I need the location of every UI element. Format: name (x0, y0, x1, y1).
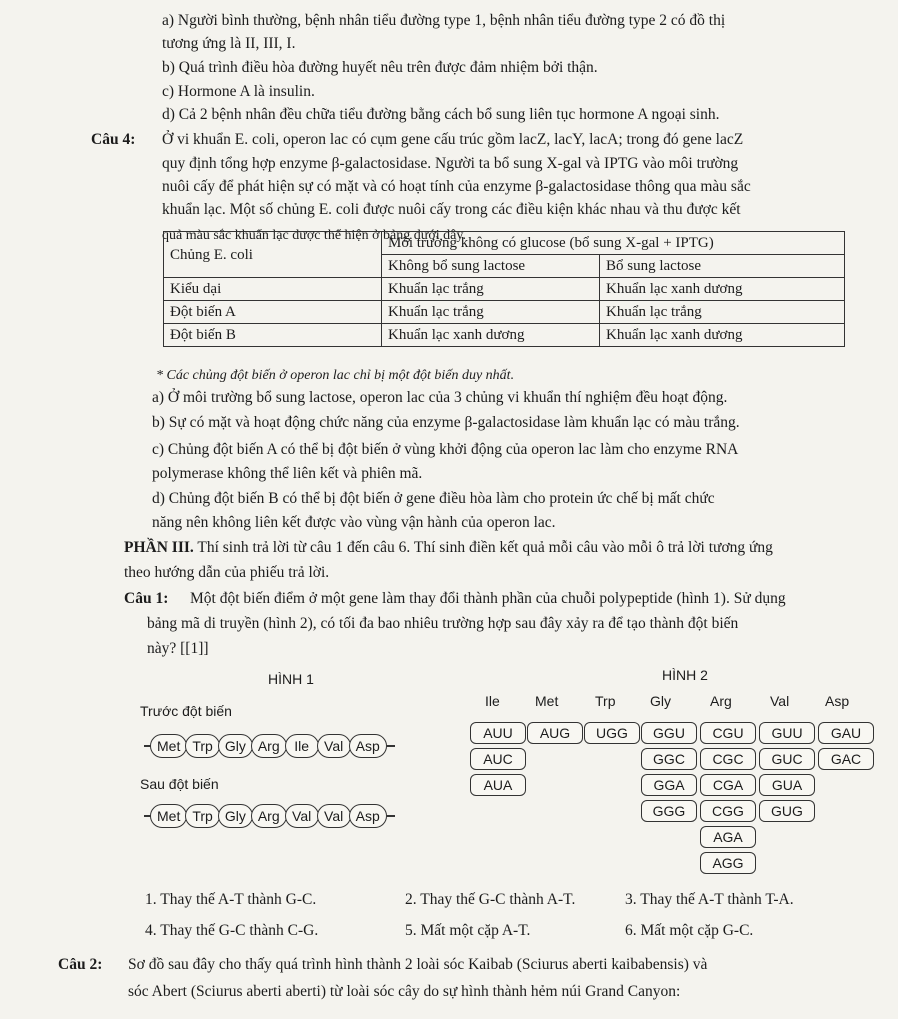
statement-4d-line1: d) Chủng đột biến B có thể bị đột biến ở gene điều hòa làm cho protein ức chế bị mất chức (152, 490, 715, 507)
amino-bead: Val (317, 804, 351, 828)
amino-bead: Val (317, 734, 351, 758)
codon-box: GUU (759, 722, 815, 744)
option-6: 6. Mất một cặp G-C. (625, 922, 754, 939)
cell-no-lactose: Khuẩn lạc trắng (382, 301, 600, 324)
cell-lactose: Khuẩn lạc trắng (600, 301, 845, 324)
amino-bead: Trp (185, 734, 219, 758)
amino-acid-label: Arg (710, 693, 732, 709)
cell-strain: Đột biến A (164, 301, 382, 324)
amino-acid-label: Met (535, 693, 559, 709)
codon-box: GUC (759, 748, 815, 770)
question-4-line1: Ở vi khuẩn E. coli, operon lac có cụm gene cấu trúc gồm lacZ, lacY, lacA; trong đó gene lacZ (162, 131, 744, 148)
after-mutation-label: Sau đột biến (140, 776, 219, 792)
chain-before (144, 733, 395, 759)
amino-bead: Arg (251, 804, 287, 828)
codon-box: GGG (641, 800, 697, 822)
option-4: 4. Thay thế G-C thành C-G. (145, 922, 319, 939)
amino-acid-label: Asp (825, 693, 850, 709)
header-environment: Môi trường không có glucose (bổ sung X-gal + IPTG) (382, 232, 845, 255)
cell-no-lactose: Khuẩn lạc trắng (382, 278, 600, 301)
table-note: * Các chủng đột biến ở operon lac chỉ bị một đột biến duy nhất. (156, 368, 515, 383)
cell-no-lactose: Khuẩn lạc xanh dương (382, 324, 600, 347)
figure1-title: HÌNH 1 (268, 671, 314, 687)
cell-strain: Kiểu dại (164, 278, 382, 301)
amino-acid-label: Ile (485, 693, 500, 709)
question-4-label: Câu 4: (91, 131, 136, 148)
question-2-line2: sóc Abert (Sciurus aberti aberti) từ loài sóc cây do sự hình thành hẻm núi Grand Canyon: (128, 983, 681, 1000)
codon-box: CGG (700, 800, 756, 822)
codon-box: AUU (470, 722, 526, 744)
codon-box: AUC (470, 748, 526, 770)
option-2: 2. Thay thế G-C thành A-T. (405, 891, 576, 908)
amino-bead: Val (285, 804, 319, 828)
option-1: 1. Thay thế A-T thành G-C. (145, 891, 317, 908)
statement-d: d) Cả 2 bệnh nhân đều chữa tiểu đường bằng cách bổ sung liên tục hormone A ngoại sinh. (162, 106, 720, 123)
amino-bead: Asp (349, 734, 387, 758)
statement-4b: b) Sự có mặt và hoạt động chức năng của enzyme β-galactosidase làm khuẩn lạc có màu trắng. (152, 414, 740, 431)
codon-box: AGA (700, 826, 756, 848)
codon-box: CGU (700, 722, 756, 744)
statement-4a: a) Ở môi trường bổ sung lactose, operon lac của 3 chủng vi khuẩn thí nghiệm đều hoạt động. (152, 389, 728, 406)
question-4-line5: quả màu sắc khuẩn lạc được thể hiện ở bảng dưới đây. (162, 228, 466, 243)
statement-4c-line1: c) Chủng đột biến A có thể bị đột biến ở vùng khởi động của operon lac làm cho enzyme RNA (152, 441, 739, 458)
question-4-line2: quy định tổng hợp enzyme β-galactosidase. Người ta bổ sung X-gal và IPTG vào môi trường (162, 155, 739, 172)
codon-box: AUG (527, 722, 583, 744)
codon-box: GGC (641, 748, 697, 770)
question-2-label: Câu 2: (58, 956, 103, 973)
amino-bead: Met (150, 734, 187, 758)
amino-bead: Gly (218, 804, 253, 828)
table-row (164, 278, 845, 301)
codon-box: CGA (700, 774, 756, 796)
codon-box: CGC (700, 748, 756, 770)
table-row (164, 324, 845, 347)
question-4-line3: nuôi cấy để phát hiện sự có mặt và có hoạt tính của enzyme β-galactosidase thông qua màu sắc (162, 178, 751, 195)
statement-b: b) Quá trình điều hòa đường huyết nêu trên được đảm nhiệm bởi thận. (162, 59, 598, 76)
codon-box: AUA (470, 774, 526, 796)
part3-text: Thí sinh trả lời từ câu 1 đến câu 6. Thí sinh điền kết quả mỗi câu vào mỗi ô trả lời tương ứng (197, 539, 773, 556)
chain-after (144, 803, 395, 829)
codon-box: GGA (641, 774, 697, 796)
part3-heading: PHẦN III. (124, 539, 194, 556)
statement-a-line1: a) Người bình thường, bệnh nhân tiểu đường type 1, bệnh nhân tiểu đường type 2 có đồ thị (162, 12, 726, 29)
statement-4d-line2: năng nên không liên kết được vào vùng vận hành của operon lac. (152, 514, 556, 531)
amino-acid-label: Val (770, 693, 790, 709)
question-4-line4: khuẩn lạc. Một số chủng E. coli được nuôi cấy trong các điều kiện khác nhau và thu được kết (162, 201, 741, 218)
table-row (164, 301, 845, 324)
option-5: 5. Mất một cặp A-T. (405, 922, 531, 939)
before-mutation-label: Trước đột biến (140, 703, 232, 719)
header-lactose: Bổ sung lactose (600, 255, 845, 278)
part3-line1 (124, 538, 773, 558)
amino-acid-label: Trp (595, 693, 616, 709)
amino-bead: Met (150, 804, 187, 828)
amino-bead: Asp (349, 804, 387, 828)
amino-bead: Arg (251, 734, 287, 758)
amino-bead: Trp (185, 804, 219, 828)
amino-acid-label: Gly (650, 693, 671, 709)
amino-bead: Ile (285, 734, 319, 758)
cell-lactose: Khuẩn lạc xanh dương (600, 324, 845, 347)
codon-box: GUG (759, 800, 815, 822)
statement-c: c) Hormone A là insulin. (162, 83, 315, 100)
question-1-label: Câu 1: (124, 590, 169, 607)
question-1-line2: bảng mã di truyền (hình 2), có tối đa bao nhiêu trường hợp sau đây xảy ra để tạo thành đột biến (147, 615, 739, 632)
statement-4c-line2: polymerase không thể liên kết và phiên mã. (152, 465, 423, 482)
question-1-line1: Một đột biến điểm ở một gene làm thay đổi thành phần của chuỗi polypeptide (hình 1). Sử dụng (190, 590, 786, 607)
codon-box: GUA (759, 774, 815, 796)
question-2-line1: Sơ đồ sau đây cho thấy quá trình hình thành 2 loài sóc Kaibab (Sciurus aberti kaibabensis) và (128, 956, 708, 973)
part3-line2: theo hướng dẫn của phiếu trả lời. (124, 564, 330, 581)
codon-box: GAC (818, 748, 874, 770)
figure2-title: HÌNH 2 (662, 667, 708, 683)
cell-lactose: Khuẩn lạc xanh dương (600, 278, 845, 301)
question-1-line3: này? [[1]] (147, 640, 209, 657)
codon-box: AGG (700, 852, 756, 874)
codon-box: GGU (641, 722, 697, 744)
header-strain: Chủng E. coli (164, 232, 382, 278)
codon-box: UGG (584, 722, 640, 744)
results-table (163, 231, 845, 347)
codon-box: GAU (818, 722, 874, 744)
header-no-lactose: Không bổ sung lactose (382, 255, 600, 278)
statement-a-line2: tương ứng là II, III, I. (162, 35, 296, 52)
amino-bead: Gly (218, 734, 253, 758)
cell-strain: Đột biến B (164, 324, 382, 347)
option-3: 3. Thay thế A-T thành T-A. (625, 891, 794, 908)
